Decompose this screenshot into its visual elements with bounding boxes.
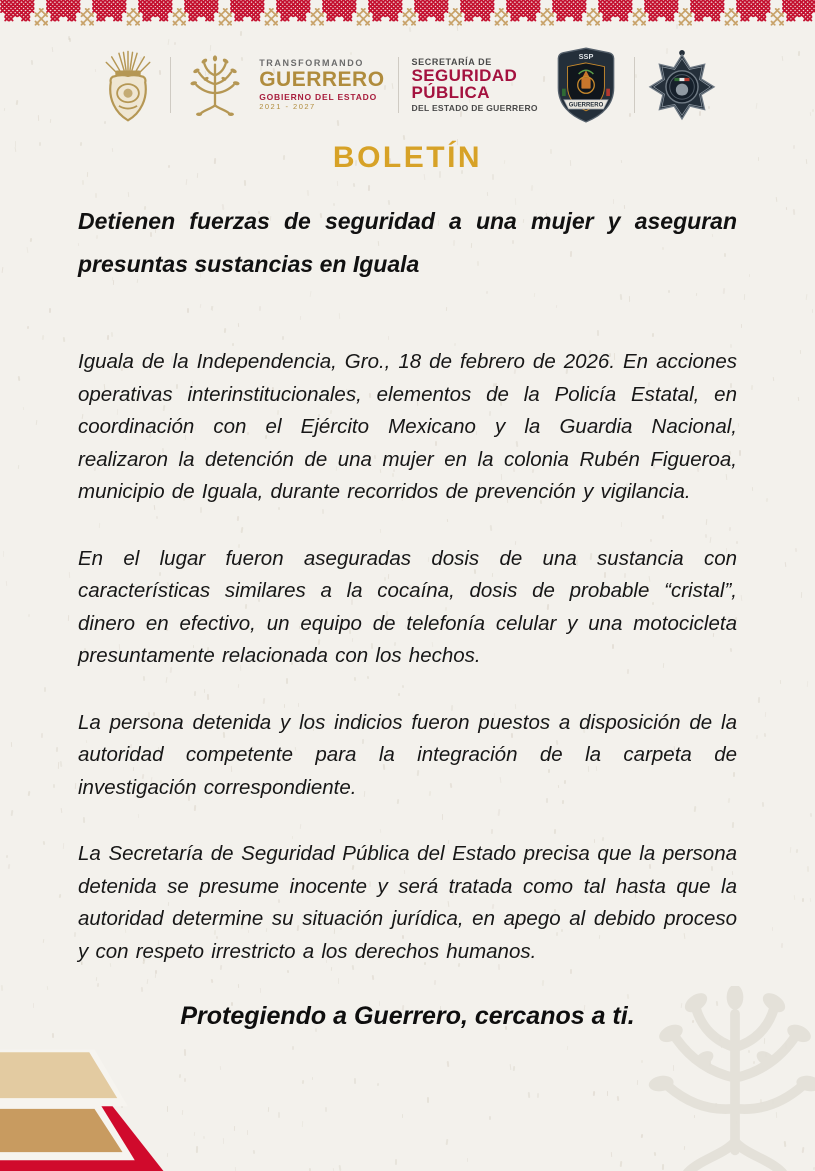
gov-brand-line1: TRANSFORMANDO <box>259 58 364 69</box>
cross-stitch-border <box>0 0 815 34</box>
logo-divider <box>398 57 399 113</box>
ssp-brand-line2: SEGURIDAD <box>411 65 518 85</box>
bulletin-paragraph: En el lugar fueron aseguradas dosis de una sustancia con características similares a la cocaína, dosis de probable “cristal”, dinero en efectivo, un equipo de telefonía celular y una motocicleta presuntamente relacionada con los hechos. <box>78 546 737 667</box>
ssp-shield-badge-icon <box>551 45 621 125</box>
transformando-guerrero-tree-icon <box>184 52 246 118</box>
bulletin-slogan: Protegiendo a Guerrero, cercanos a ti. <box>180 1002 635 1030</box>
bulletin-body <box>78 346 737 968</box>
shield-banner-label: GUERRERO <box>568 102 604 109</box>
police-star-badge-icon <box>648 47 716 123</box>
bulletin-paragraph: La Secretaría de Seguridad Pública del Estado precisa que la persona detenida se presume inocente y será tratada como tal hasta que la autoridad determine su situación jurídica, en apego al debido proceso y con respeto irrestricto a los derechos humanos. <box>78 842 737 963</box>
bulletin-paragraph: Iguala de la Independencia, Gro., 18 de febrero de 2026. En acciones operativas interinstitucionales, elementos de la Policía Estatal, en coordinación con el Ejército Mexicano y la Guardia Nacional, realizaron la detención de una mujer en la colonia Rubén Figueroa, municipio de Iguala, durante recorridos de prevención y vigilancia. <box>78 350 737 503</box>
corner-ribbon-decoration <box>0 1036 175 1171</box>
bulletin-paragraph: La persona detenida y los indicios fueron puestos a disposición de la autoridad competente para la integración de la carpeta de investigación correspondiente. <box>78 710 737 799</box>
gov-brand-line4: 2021 - 2027 <box>259 101 316 111</box>
gov-brand-line2: GUERRERO <box>259 67 385 91</box>
ssp-brand-text <box>412 58 538 112</box>
gov-brand-line3: GOBIERNO DEL ESTADO <box>259 91 378 102</box>
ssp-brand-line4: DEL ESTADO DE GUERRERO <box>411 102 538 113</box>
ssp-brand-line3: PÚBLICA <box>411 83 490 103</box>
bulletin-headline: Detienen fuerzas de seguridad a una mujer y aseguran presuntas sustancias en Iguala <box>78 208 737 277</box>
guerrero-state-seal-icon <box>99 44 157 126</box>
header-logo-strip <box>0 42 815 128</box>
ssp-brand-line1: SECRETARÍA DE <box>411 56 492 67</box>
logo-divider <box>634 57 635 113</box>
gov-brand-text <box>259 59 384 110</box>
logo-divider <box>170 57 171 113</box>
bulletin-kicker: BOLETÍN <box>332 141 483 174</box>
shield-top-label: SSP <box>578 52 594 62</box>
